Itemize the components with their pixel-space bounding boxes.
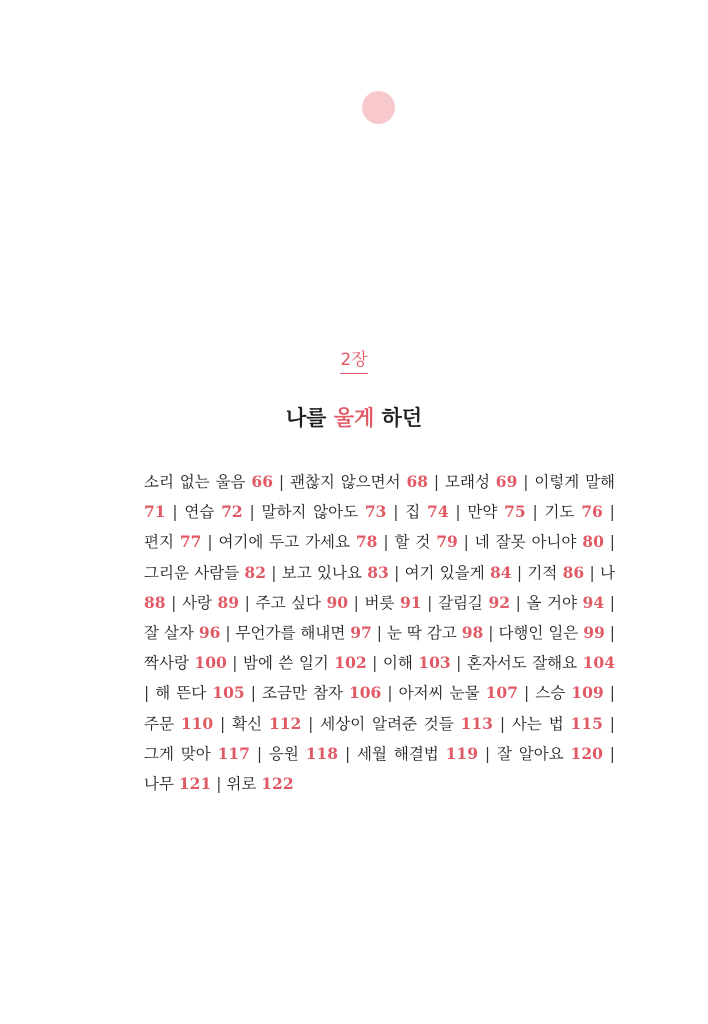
toc-entry-page: 115: [570, 713, 603, 733]
toc-entry-title: 여기에 두고 가세요: [218, 533, 350, 552]
toc-separator: |: [207, 533, 213, 552]
toc-entry-title: 사는 법: [511, 714, 564, 733]
toc-entry[interactable]: [527, 564, 584, 582]
toc-entry-page: 77: [179, 532, 202, 552]
toc-entry[interactable]: [405, 503, 448, 521]
toc-separator: |: [609, 624, 615, 643]
toc-entry-title: 네 잘못 아니야: [474, 533, 577, 552]
toc-separator: |: [609, 503, 615, 522]
toc-entry-page: 104: [582, 653, 615, 673]
toc-entry[interactable]: [218, 533, 377, 551]
toc-entry-page: 68: [406, 472, 429, 491]
toc-entry-page: 78: [355, 532, 378, 552]
toc-entry-page: 119: [445, 743, 478, 763]
toc-entry-page: 103: [418, 653, 451, 673]
toc-entry-title: 잘 알아요: [496, 744, 564, 763]
toc-separator: |: [609, 684, 615, 703]
toc-separator: |: [394, 563, 400, 582]
toc-entry[interactable]: [282, 564, 389, 582]
toc-entry[interactable]: [144, 473, 273, 491]
toc-entry-page: 66: [251, 472, 273, 491]
table-of-contents: [144, 467, 615, 799]
toc-entry[interactable]: [262, 684, 381, 702]
toc-entry-title: 스승: [535, 684, 566, 703]
toc-entry-title: 조금만 참자: [261, 684, 343, 703]
chapter-title: [0, 406, 708, 431]
toc-entry[interactable]: [545, 503, 603, 521]
toc-entry[interactable]: [144, 533, 201, 551]
toc-separator: |: [515, 593, 521, 612]
toc-entry-page: 89: [217, 592, 240, 612]
chapter-label: 2장: [340, 350, 367, 374]
toc-entry[interactable]: [387, 624, 483, 642]
toc-entry[interactable]: [144, 564, 266, 582]
toc-entry-page: 117: [217, 743, 250, 763]
toc-entry[interactable]: [144, 745, 250, 763]
toc-entry-title: 편지: [144, 533, 174, 552]
toc-entry-title: 세상이 알려준 것들: [320, 714, 454, 733]
toc-entry-title: 주고 싶다: [255, 593, 321, 612]
toc-entry-page: 121: [178, 774, 212, 794]
toc-entry[interactable]: [394, 533, 457, 551]
toc-entry-title: 무언가를 해내면: [235, 624, 346, 643]
toc-entry-title: 기적: [527, 563, 558, 582]
toc-entry-page: 110: [180, 713, 214, 733]
toc-entry[interactable]: [261, 503, 386, 521]
toc-entry-page: 113: [460, 713, 493, 733]
toc-entry-page: 69: [495, 472, 518, 491]
toc-separator: |: [171, 593, 177, 612]
toc-entry-title: 연습: [184, 503, 215, 522]
toc-entry-title: 버릇: [364, 593, 395, 612]
toc-entry-page: 90: [326, 592, 349, 612]
toc-entry[interactable]: [290, 473, 428, 491]
toc-entry[interactable]: [357, 745, 478, 763]
toc-separator: |: [232, 654, 238, 673]
toc-entry-title: 잘 살자: [144, 624, 194, 643]
toc-entry-page: 91: [400, 592, 422, 612]
toc-entry-page: 71: [144, 502, 166, 522]
toc-separator: |: [524, 684, 530, 703]
toc-entry[interactable]: [144, 775, 211, 793]
toc-separator: |: [609, 744, 615, 763]
toc-entry[interactable]: [226, 775, 293, 793]
toc-entry[interactable]: [243, 654, 367, 672]
toc-separator: |: [523, 473, 529, 491]
toc-separator: |: [376, 624, 383, 643]
toc-entry-title: 모래성: [445, 473, 490, 491]
toc-entry[interactable]: [236, 624, 372, 642]
toc-entry-page: 102: [334, 653, 367, 673]
toc-separator: |: [250, 684, 256, 703]
toc-separator: |: [387, 684, 393, 703]
toc-entry-page: 109: [571, 683, 604, 703]
toc-separator: |: [372, 654, 378, 673]
chapter-title-part: 나를: [285, 406, 334, 430]
toc-entry[interactable]: [498, 624, 604, 642]
toc-separator: |: [244, 593, 250, 612]
toc-entry-page: 94: [582, 592, 605, 612]
toc-entry[interactable]: [184, 503, 242, 521]
toc-entry-title: 기도: [544, 503, 575, 522]
toc-entry-page: 105: [212, 683, 245, 703]
toc-entry-title: 해 뜬다: [155, 684, 207, 703]
toc-entry-page: 86: [562, 562, 585, 582]
toc-separator: |: [484, 744, 491, 763]
toc-entry[interactable]: [144, 654, 227, 672]
toc-entry[interactable]: [269, 745, 338, 763]
toc-entry[interactable]: [526, 594, 604, 612]
toc-separator: |: [249, 503, 255, 522]
toc-entry[interactable]: [383, 654, 451, 672]
decorative-dot: [362, 91, 395, 124]
toc-separator: |: [216, 775, 222, 794]
toc-entry-page: 118: [305, 743, 339, 763]
toc-separator: |: [308, 714, 314, 733]
toc-entry-page: 73: [364, 502, 387, 522]
toc-entry-page: 97: [350, 623, 372, 643]
toc-separator: |: [271, 563, 277, 582]
toc-entry[interactable]: [144, 624, 220, 642]
toc-entry[interactable]: [445, 473, 517, 491]
toc-separator: |: [463, 533, 469, 552]
toc-entry-page: 79: [436, 532, 458, 552]
toc-separator: |: [144, 684, 150, 703]
toc-entry-title: 이렇게 말해: [534, 473, 616, 491]
toc-entry-page: 120: [570, 743, 603, 763]
toc-separator: |: [220, 714, 226, 733]
toc-entry[interactable]: [438, 594, 510, 612]
toc-entry[interactable]: [405, 564, 512, 582]
chapter-title-accent: 울게: [333, 406, 375, 430]
toc-entry-title: 아저씨 눈물: [398, 684, 480, 703]
toc-separator: |: [256, 744, 263, 763]
toc-entry-title: 여기 있을게: [404, 563, 485, 582]
toc-entry-page: 76: [581, 502, 603, 522]
toc-entry-page: 88: [144, 592, 166, 612]
toc-entry-page: 99: [583, 623, 605, 643]
toc-entry[interactable]: [182, 594, 239, 612]
toc-entry[interactable]: [144, 715, 213, 733]
toc-entry-page: 98: [461, 623, 484, 643]
toc-separator: |: [499, 714, 506, 733]
chapter-title-part: 하던: [374, 406, 423, 430]
toc-separator: |: [455, 503, 461, 522]
toc-entry-title: 짝사랑: [144, 654, 189, 673]
toc-entry-page: 92: [488, 592, 511, 612]
toc-entry-title: 이해: [382, 654, 413, 673]
toc-entry-page: 82: [244, 562, 266, 582]
toc-entry-title: 보고 있나요: [281, 563, 362, 582]
toc-entry-title: 말하지 않아도: [261, 503, 359, 522]
toc-entry-title: 혼자서도 잘해요: [466, 654, 578, 673]
toc-separator: |: [225, 624, 231, 643]
toc-entry[interactable]: [155, 684, 244, 702]
toc-entry-title: 괜찮지 않으면서: [289, 473, 401, 491]
toc-entry-page: 100: [194, 653, 227, 673]
toc-separator: |: [516, 563, 523, 582]
toc-separator: |: [589, 563, 595, 582]
toc-entry[interactable]: [399, 684, 518, 702]
toc-entry[interactable]: [320, 715, 493, 733]
toc-separator: |: [344, 744, 351, 763]
toc-separator: |: [427, 593, 433, 612]
toc-entry-page: 112: [268, 713, 302, 733]
toc-entry[interactable]: [364, 594, 421, 612]
toc-entry-title: 나무: [144, 775, 174, 794]
toc-separator: |: [433, 473, 440, 491]
toc-entry-title: 사랑: [181, 593, 212, 612]
toc-separator: |: [609, 533, 615, 552]
toc-separator: |: [456, 654, 462, 673]
toc-entry-page: 107: [485, 683, 518, 703]
toc-entry[interactable]: [467, 654, 615, 672]
toc-separator: |: [353, 593, 359, 612]
toc-entry-page: 80: [582, 532, 604, 552]
toc-entry-title: 그게 맞아: [144, 744, 211, 763]
toc-separator: |: [609, 714, 615, 733]
toc-entry[interactable]: [497, 745, 603, 763]
toc-entry-title: 나: [599, 563, 615, 582]
toc-entry-title: 확신: [232, 714, 263, 733]
toc-entry-title: 소리 없는 울음: [144, 473, 246, 491]
toc-entry-page: 96: [198, 623, 221, 643]
toc-entry-page: 106: [348, 683, 382, 703]
toc-entry-title: 갈림길: [437, 593, 483, 612]
toc-entry[interactable]: [255, 594, 348, 612]
toc-separator: |: [488, 624, 494, 643]
toc-entry-page: 75: [504, 502, 526, 522]
toc-entry-title: 다행인 일은: [498, 624, 579, 643]
toc-entry[interactable]: [467, 503, 525, 521]
toc-entry[interactable]: [232, 715, 301, 733]
toc-entry-title: 할 것: [394, 533, 431, 552]
toc-separator: |: [172, 503, 178, 522]
chapter-heading: [0, 350, 708, 374]
toc-entry-title: 세월 해결법: [357, 744, 439, 763]
toc-entry[interactable]: [475, 533, 604, 551]
toc-entry-title: 주문: [144, 714, 174, 733]
toc-entry-title: 응원: [268, 744, 299, 763]
toc-separator: |: [393, 503, 399, 522]
toc-entry[interactable]: [512, 715, 603, 733]
toc-separator: |: [278, 473, 285, 491]
toc-entry[interactable]: [535, 684, 603, 702]
toc-entry-title: 눈 딱 감고: [386, 624, 457, 643]
toc-entry-title: 만약: [467, 503, 498, 522]
toc-entry-page: 122: [261, 774, 294, 794]
toc-entry-page: 74: [427, 502, 449, 522]
toc-separator: |: [383, 533, 389, 552]
toc-entry-page: 83: [367, 562, 389, 582]
toc-entry-title: 위로: [226, 775, 257, 794]
toc-entry-title: 그리운 사람들: [144, 563, 240, 582]
toc-separator: |: [609, 593, 615, 612]
toc-entry-title: 집: [405, 503, 421, 522]
toc-entry-page: 72: [221, 502, 243, 522]
toc-entry-title: 밤에 쓴 일기: [242, 654, 329, 673]
toc-entry-page: 84: [490, 562, 512, 582]
toc-separator: |: [532, 503, 538, 522]
toc-entry-title: 올 거야: [526, 593, 577, 612]
